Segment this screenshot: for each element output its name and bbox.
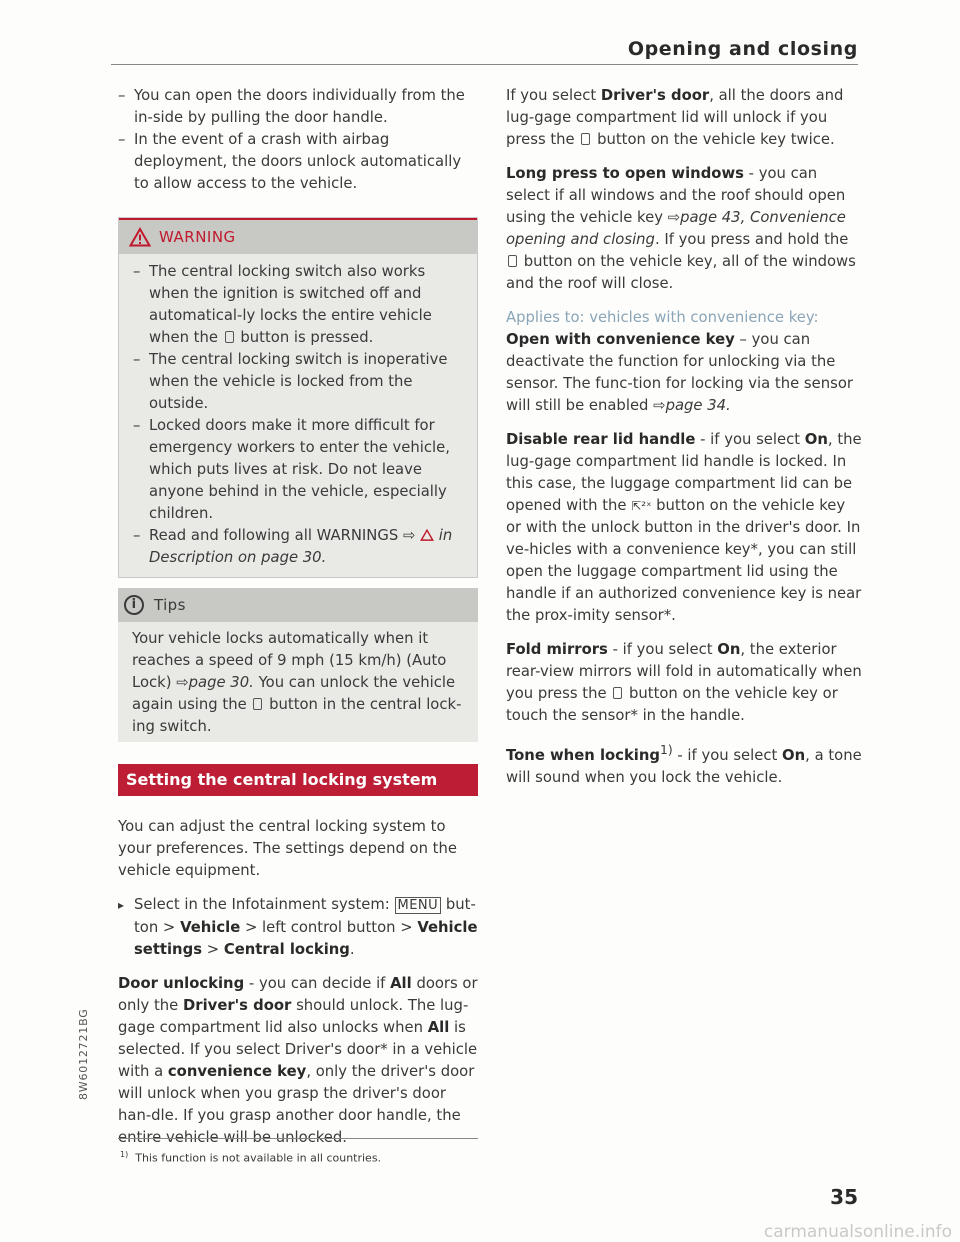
warning-item: – The central locking switch also works when the ignition is switched off and automatical-ly locks the entire vehicle when the button is pressed.: [133, 261, 463, 349]
watermark: carmanualsonline.info: [763, 1222, 952, 1242]
warning-header: [119, 218, 477, 254]
lock-key-icon: [613, 687, 622, 699]
drivers-door-paragraph: If you select Driver's door, all the doors and lug-gage compartment lid will unlock if you press the button on the vehicle key twice.: [506, 87, 844, 148]
footnote-rule: [118, 1138, 478, 1139]
fold-mirrors-paragraph: Fold mirrors - if you select On, the exterior rear-view mirrors will fold in automatically when you press the button on the vehicle key or touch the sensor* in the handle.: [506, 641, 862, 724]
unlock-switch-icon: [253, 698, 262, 710]
footnote: $^{1)}$ This function is not available in all countries.: [120, 1150, 382, 1165]
rear-lid-paragraph: Disable rear lid handle - if you select On, the lug-gage compartment lid handle is locked. In this case, the luggage compartment lid can be opened with the ⇱²ˣ button on the vehicle key or with the unlock button in the driver's door. In ve-hicles with a convenience key*, you can still open the luggage compartment lid using the handle if an authorized convenience key is near the prox-imity sensor*.: [506, 431, 862, 624]
tips-text: Your vehicle locks automatically when it reaches a speed of 9 mph (15 km/h) (Auto Lock) ⇨page 30. You can unlock the vehicle again using the button in the central lock-ing switch.: [132, 630, 462, 735]
instruction-step: ▸ Select in the Infotainment system: MENU but-ton > Vehicle > left control button > Vehicle settings > Central locking.: [118, 894, 478, 961]
cross-reference-link[interactable]: page 30.: [188, 674, 254, 691]
warning-box: [118, 217, 478, 578]
arrow-ref-icon: ⇨: [653, 397, 666, 414]
cross-reference-link[interactable]: in Description on page 30.: [149, 527, 453, 566]
section-intro: You can adjust the central locking system to your preferences. The settings depend on the vehicle equipment.: [118, 818, 457, 879]
tips-header: [118, 588, 478, 622]
section-title-bar: Setting the central locking system: [118, 764, 478, 796]
warning-item: – Read and following all WARNINGS ⇨ in Description on page 30.: [133, 525, 463, 569]
tips-box: [118, 588, 478, 742]
document-code: 8W6012721BG: [77, 1008, 90, 1100]
arrow-ref-icon: ⇨: [402, 527, 416, 544]
warning-body: [119, 254, 477, 577]
bullet-item: – In the event of a crash with airbag deployment, the doors unlock automatically to allow access to the vehicle.: [118, 129, 478, 195]
menu-key: MENU: [395, 897, 442, 914]
convenience-key-paragraph: Applies to: vehicles with convenience key: Open with convenience key – you can deactivate the function for unlocking via the sensor. The func-tion for locking via the sensor will still be enabled ⇨page 34.: [506, 309, 853, 414]
trunk-2x-icon: ⇱²ˣ: [631, 499, 652, 513]
warning-ref-icon: [420, 529, 434, 541]
lock-key-icon: [225, 331, 234, 343]
long-press-paragraph: Long press to open windows - you can select if all windows and the roof should open using the vehicle key ⇨page 43, Convenience opening and closing. If you press and hold the button on the vehicle key, all of the windows and the roof will close.: [506, 165, 856, 292]
lock-key-icon: [581, 133, 590, 145]
info-icon: i: [124, 595, 144, 615]
door-unlocking-paragraph: Door unlocking - you can decide if All doors or only the Driver's door should unlock. The lug-gage compartment lid also unlocks when All is selected. If you select Driver's door* in a vehicle with a convenience key, only the driver's door will unlock when you grasp the driver's door han-dle. If you grasp another door handle, the entire vehicle will be unlocked.: [118, 975, 478, 1146]
header-rule: [111, 64, 858, 65]
warning-heading: WARNING: [159, 228, 236, 246]
right-column: [506, 85, 862, 789]
left-column: [118, 85, 478, 1149]
bullet-item: – You can open the doors individually from the in-side by pulling the door handle.: [118, 85, 478, 129]
tips-heading: Tips: [154, 596, 186, 614]
tone-locking-paragraph: Tone when locking$^{1)}$ - if you select On, a tone will sound when you lock the vehicle.: [506, 743, 862, 786]
arrow-ref-icon: ⇨: [176, 674, 189, 691]
warning-triangle-icon: [129, 227, 151, 247]
tips-body: [118, 622, 478, 742]
cross-reference-link[interactable]: page 34.: [665, 397, 731, 414]
warning-item: – Locked doors make it more difficult for emergency workers to enter the vehicle, which puts lives at risk. Do not leave anyone behind in the vehicle, especially children.: [133, 415, 463, 525]
page-number: 35: [830, 1185, 858, 1209]
cross-reference-link[interactable]: page 43, Convenience opening and closing: [506, 209, 846, 248]
arrow-ref-icon: ⇨: [667, 209, 681, 226]
lock-key-icon: [508, 255, 517, 267]
page-header-title: Opening and closing: [627, 38, 858, 60]
warning-item: – The central locking switch is inoperative when the vehicle is locked from the outside.: [133, 349, 463, 415]
